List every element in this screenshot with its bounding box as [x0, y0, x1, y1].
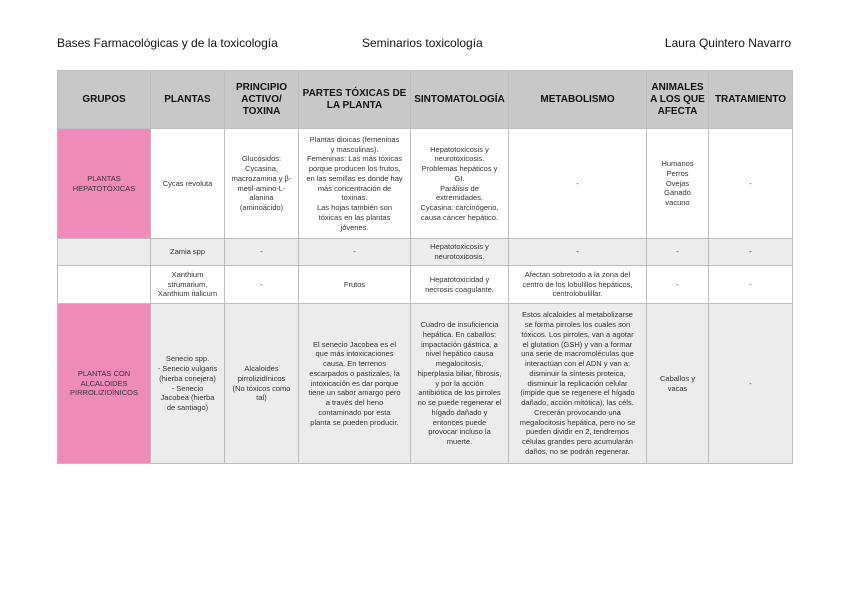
group-cell-alcaloides-pirrolizidinicos: PLANTAS CON ALCALOIDES PIRROLIZIDÍNICOS: [58, 304, 151, 464]
symptoms-cell: Hepatotoxicidad y necrosis coagulante.: [411, 266, 509, 304]
col-header-sintomatologia: SINTOMATOLOGÍA: [411, 71, 509, 129]
group-cell-hepatotoxicas: PLANTAS HEPATOTÓXICAS: [58, 129, 151, 239]
toxic-parts-cell: -: [299, 239, 411, 266]
table-row: [58, 266, 793, 304]
symptoms-cell: Cuadro de insuficiencia hepática. En caballos: impactación gástrica, a nivel hepático causa megalocitosis, hiperplasia biliar, fibrosis, y por la acción antibiótica de los pirroles no se puede regenerar el hígado dañado y entonces puede provocar incluso la muerte.: [411, 304, 509, 464]
toxic-parts-cell: Plantas dioicas (femeninas y masculinas). Femeninas: Las más tóxicas porque producen los frutos, en las semillas es donde hay más concentración de toxinas. Las hojas también son tóxicas en las plantas jóvenes.: [299, 129, 411, 239]
col-header-partes-toxicas: PARTES TÓXICAS DE LA PLANTA: [299, 71, 411, 129]
metabolism-cell: -: [509, 239, 647, 266]
document-header-title: Seminarios toxicología: [362, 36, 483, 50]
group-cell-empty: [58, 239, 151, 266]
affected-animals-cell: -: [647, 239, 709, 266]
active-principle-cell: Alcaloides pirrolizidínicos (No tóxicos como tal): [225, 304, 299, 464]
metabolism-cell: Afectan sobretodo a la zona del centro de los lobulillos hepáticos, centrolobulillar.: [509, 266, 647, 304]
col-header-animales: ANIMALES A LOS QUE AFECTA: [647, 71, 709, 129]
affected-animals-cell: Humanos Perros Ovejas Ganado vacuno: [647, 129, 709, 239]
plant-cell: Xanthium strumarium, Xanthium italicum: [151, 266, 225, 304]
table-row: [58, 239, 793, 266]
table-header-row: [58, 71, 793, 129]
treatment-cell: -: [709, 266, 793, 304]
symptoms-cell: Hepatotoxicosis y neurotoxicosis. Problemas hepáticos y GI. Parálisis de extremidades. Cycasina: carcinógeno, causa cáncer hepático.: [411, 129, 509, 239]
treatment-cell: -: [709, 239, 793, 266]
document-header-author: Laura Quintero Navarro: [664, 36, 791, 50]
col-header-metabolismo: METABOLISMO: [509, 71, 647, 129]
metabolism-cell: Estos alcaloides al metabolizarse se forma pirroles los cuales son tóxicos. Los pirroles, van a agotar el glutation (GSH) y van a formar una serie de macromoléculas que interactúan con el ADN y van a: disminuir la síntesis proteica, disminuir la replicación celular (impide que se regenere el hígado dañado, acción mitótica), las céls. Crecerán provocando una megalocitosis hepática, pero no se pueden dividir en 2, tendremos células grandes pero acumularán daños, no se podrán regenerar.: [509, 304, 647, 464]
document-header-subject: Bases Farmacológicas y de la toxicología: [57, 36, 278, 50]
affected-animals-cell: Caballos y vacas: [647, 304, 709, 464]
group-cell-empty: [58, 266, 151, 304]
active-principle-cell: -: [225, 266, 299, 304]
affected-animals-cell: -: [647, 266, 709, 304]
toxicology-table: [57, 70, 793, 464]
treatment-cell: -: [709, 129, 793, 239]
plant-cell: Senecio spp. - Senecio vulgaris (hierba conejera) - Senecio Jacobea (hierba de santiago): [151, 304, 225, 464]
plant-cell: Zamia spp: [151, 239, 225, 266]
col-header-principio-activo: PRINCIPIO ACTIVO/ TOXINA: [225, 71, 299, 129]
col-header-tratamiento: TRATAMIENTO: [709, 71, 793, 129]
metabolism-cell: -: [509, 129, 647, 239]
col-header-plantas: PLANTAS: [151, 71, 225, 129]
table-row: [58, 304, 793, 464]
table-row: [58, 129, 793, 239]
symptoms-cell: Hepatotoxicosis y neurotoxicosis.: [411, 239, 509, 266]
treatment-cell: -: [709, 304, 793, 464]
toxic-parts-cell: El senecio Jacobea es el que más intoxicaciones causa. En terrenos escarpados o pastizales, la intoxicación es dar porque tiene un sabor amargo pero a través del heno contaminado por esta planta se pueden producir.: [299, 304, 411, 464]
active-principle-cell: -: [225, 239, 299, 266]
plant-cell: Cycas revoluta: [151, 129, 225, 239]
col-header-grupos: GRUPOS: [58, 71, 151, 129]
active-principle-cell: Glucósidos: Cycasina, macrozamina y β- metil-amino-L- alanina (aminoácido): [225, 129, 299, 239]
toxic-parts-cell: Frutos: [299, 266, 411, 304]
